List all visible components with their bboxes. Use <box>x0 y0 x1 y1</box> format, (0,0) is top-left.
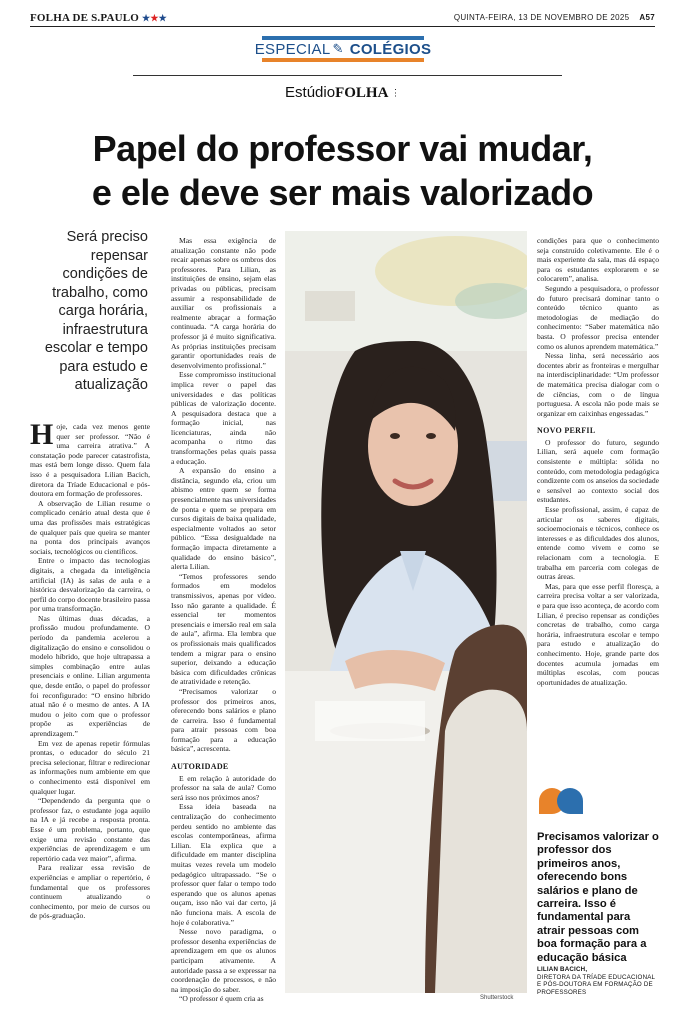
article-paragraph: Esse profissional, assim, é capaz de articular os saberes digitais, socioemocionais e técnicos, conhece os interesses e as dificuldades dos alunos, entende como vivem e como se relacionam com a tecnologia. E trabalha em parceria com colegas de outras áreas. <box>537 505 659 582</box>
pull-quote-name: LILIAN BACICH, <box>537 966 588 973</box>
article-paragraph: Hoje, cada vez menos gente quer ser professor. “Não é uma carreira atrativa.” A constatação pode parecer catastrofista, mas está bem longe disso. Quem fala isso é a pesquisadora Lilian Bacich, diretora da Tríade Educacional e pós-doutora em formação de professores. <box>30 418 150 499</box>
article-paragraph: “Precisamos valorizar o professor dos primeiros anos, oferecendo bons salários e plano de carreira. Isso é fundamental para atrair pessoas com boa formação para a educação básica”, acrescenta. <box>171 686 276 754</box>
section-rule <box>133 75 562 76</box>
pull-quote-role: DIRETORA DA TRÍADE EDUCACIONAL E PÓS-DOUTORA EM FORMAÇÃO DE PROFESSORES <box>537 973 655 996</box>
headline: Papel do professor vai mudar, e ele deve ser mais valorizado <box>91 128 594 213</box>
page-number: A57 <box>639 13 655 22</box>
article-paragraph: A observação de Lilian resume o complicado cenário atual desta que é uma das profissões mais estratégicas de qualquer país que queira se manter na ponta dos principais avanços sociais, tecnológicos ou científicos. <box>30 498 150 556</box>
article-paragraph: Mas essa exigência de atualização constante não pode recair apenas sobre os ombros dos professores. Para Lilian, as instituições de ensino, sejam elas privadas ou públicas, precisam assumir a responsabilidade de auxiliar os profissionais a realmente abraçar a formação continuada. “A carga horária do professor já é muito significativa. As próprias instituições precisam garantir oportunidades reais de desenvolvimento profissional.” <box>171 236 276 370</box>
article-paragraph: condições para que o conhecimento seja construído coletivamente. Ele é o mais experiente da sala, mas dá espaço para os estudantes explorarem e se colocarem”, analisa. <box>537 236 659 284</box>
quote-bubbles-icon <box>537 786 585 816</box>
article-column-1 <box>30 418 150 921</box>
article-paragraph: Esse compromisso institucional implica rever o papel das universidades e das políticas públicas de valorização docente. A pesquisadora destaca que a formação inicial, nas licenciaturas, ainda não acompanha o ritmo das transformações pelas quais passa a educação. <box>171 370 276 466</box>
teacher-photo <box>285 231 527 993</box>
article-paragraph: Essa ideia baseada na centralização do conhecimento perdeu sentido no ambiente das escolas contemporâneas, afirma Lilian. Ela explica que a dificuldade em manter disciplina muitas vezes revela um modelo pedagógico ultrapassado. “Se o professor quer falar o tempo todo esperando que os alunos apenas ouçam, isso não vai dar certo, já não funciona mais. A escola de hoje é colaborativa.” <box>171 802 276 927</box>
drop-cap: H <box>30 418 54 451</box>
masthead-stars: ★★★ <box>142 13 167 23</box>
section-heading-autoridade: AUTORIDADE <box>171 762 229 772</box>
article-paragraph: Mas, para que esse perfil floresça, a carreira precisa voltar a ser valorizada, e para que isso aconteça, de acordo com Lilian, é preciso repensar as condições concretas de trabalho, como carga horária, infraestrutura escolar e tempo para estudo e atualização do conhecimento. Hoje, grande parte dos docentes acumula jornadas em múltiplas escolas, com poucas oportunidades de atualização. <box>537 581 659 687</box>
estudio-folha-logo: EstúdioFOLHA ⋮ <box>285 84 400 101</box>
article-paragraph: Nessa linha, será necessário aos docentes abrir as fronteiras e mergulhar na interdisciplinaridade: “Um professor de matemática precisa dialogar com o de ciências, com o de língua portuguesa. A escola não pode mais se organizar em caixinhas engessadas.” <box>537 351 659 418</box>
pencil-icon: ✎ <box>332 41 344 56</box>
colegios-label: COLÉGIOS <box>349 40 432 58</box>
teacher-photo-illustration <box>285 231 527 993</box>
article-paragraph: Segundo a pesquisadora, o professor do futuro precisará dominar tanto o conteúdo técnico quanto as metodologias de mediação do conhecimento: “Saber matemática não basta. O professor precisa entender como os alunos aprendem matemática.” <box>537 283 659 351</box>
article-paragraph: “Dependendo da pergunta que o professor faz, o estudante joga aquilo na IA e já recebe a resposta pronta. Esse é um problema, portanto, que exige uma revisão constante das experiências de aprendizagem e um repertório cada vez maior”, afirma. <box>30 796 150 863</box>
dateline <box>454 13 655 22</box>
pull-quote: Precisamos valorizar o professor dos primeiros anos, oferecendo bons salários e plano de carreira. Isso é fundamental para atrair pessoas com boa formação para a educação básica <box>537 831 659 964</box>
date: QUINTA-FEIRA, 13 DE NOVEMBRO DE 2025 <box>453 13 630 22</box>
article-paragraph: “Temos professores sendo formados em modelos transmissivos, apenas por vídeo. Isso não garante a qualidade. É essencial ter momentos presenciais e imersão real em sala de aula”, afirma. Ela lembra que os profissionais mais qualificados tendem a migrar para o ensino superior, deixando a educação básica com dificuldades crônicas de atratividade e retenção. <box>171 571 276 687</box>
article-column-3 <box>537 236 659 687</box>
article-paragraph: A expansão do ensino a distância, segundo ela, criou um abismo entre quem se forma presencialmente nas universidades de ponta e quem se prepara em cursos digitais de baixa qualidade, especialmente voltados ao setor público. “Essa desigualdade na formação impacta diretamente a qualidade do ensino básico”, alerta Lilian. <box>171 466 277 572</box>
article-column-2 <box>171 236 276 1004</box>
especial-colegios-banner <box>254 36 432 66</box>
pull-quote-attribution <box>537 966 659 996</box>
deck-subheadline: Será preciso repensar condições de trabalho, como carga horária, infraestrutura escolar e tempo para estudo e atualização <box>44 229 148 393</box>
photo-credit: Shutterstock <box>480 995 514 1001</box>
article-paragraph: Em vez de apenas repetir fórmulas prontas, o educador do século 21 precisa selecionar, filtrar e redirecionar as informações num ambiente em que o conhecimento está disponível em qualquer lugar. <box>30 738 150 796</box>
article-paragraph: O professor do futuro, segundo Lilian, será aquele com formação consistente e múltipla: sólida no conteúdo, com metodologia pedagógica condizente com os anseios da sociedade e sensível ao contexto social dos estudantes. <box>537 437 659 505</box>
article-paragraph: “O professor é quem cria as <box>179 994 264 1004</box>
article-paragraph: Para realizar essa revisão de experiências e ampliar o repertório, é fundamental que os professores continuem atualizando o conhecimento, por meio de cursos ou de pós-graduação. <box>30 863 150 921</box>
newspaper-masthead: FOLHA DE S.PAULO ★★★ <box>30 12 167 24</box>
top-rule <box>30 26 655 27</box>
article-paragraph: E em relação à autoridade do professor na sala de aula? Como será isso nos próximos anos? <box>171 773 276 802</box>
article-paragraph: Entre o impacto das tecnologias digitais, a chegada da inteligência artificial (IA) às salas de aula e a histórica desvalorização da carreira, o perfil do corpo docente brasileiro passa por uma transformação. <box>30 556 150 614</box>
section-heading-novo-perfil: NOVO PERFIL <box>537 426 596 436</box>
article-paragraph: Nesse novo paradigma, o professor desenha experiências de aprendizagem em que os alunos participam ativamente. A autoridade passa a se expressar na coordenação de processos, e não na imposição do saber. <box>171 927 276 994</box>
especial-label: ESPECIAL <box>254 40 331 58</box>
article-paragraph: Nas últimas duas décadas, a profissão mudou profundamente. O período da pandemia acelerou a digitalização do ensino e consolidou o modelo híbrido, que hoje ultrapassa a simples combinação entre aulas presenciais e online. Lilian argumenta que, desde então, o papel do professor foi reconfigurado: “O ensino híbrido atual não é o mesmo de antes. A IA mudou o jeito com que o professor propõe as experiências de aprendizagem.” <box>30 613 150 738</box>
